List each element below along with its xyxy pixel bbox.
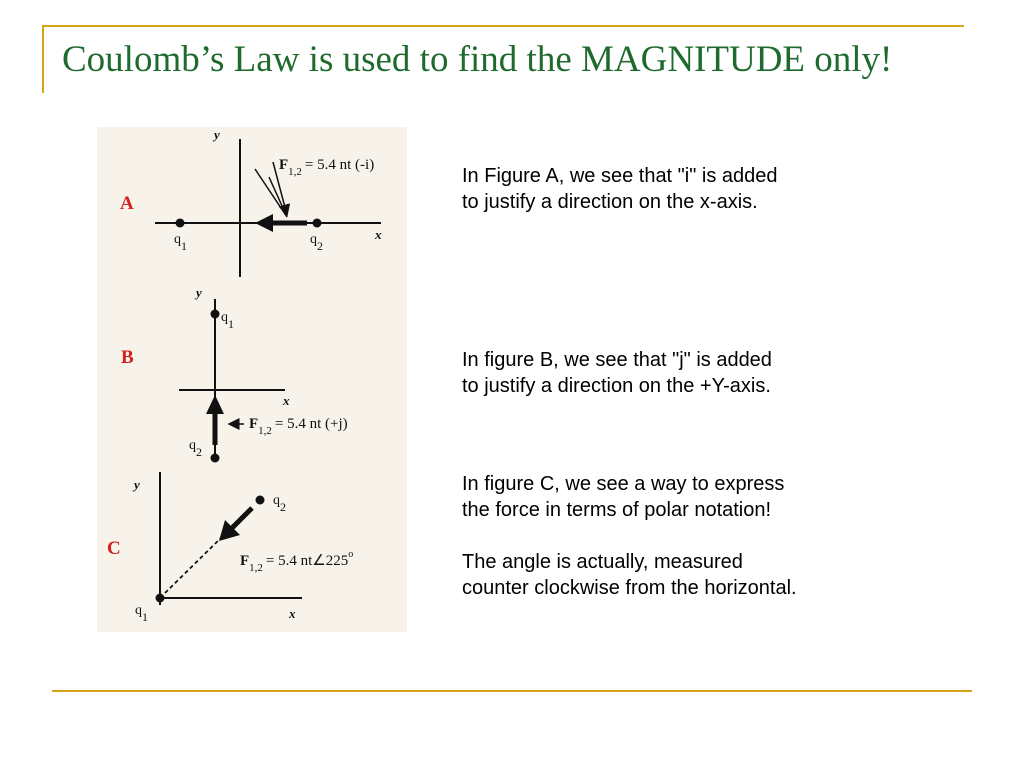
description-angle-text: The angle is actually, measured counter clockwise from the horizontal. xyxy=(462,551,797,599)
coulomb-figure xyxy=(97,127,407,632)
panel-c-force-arrow xyxy=(231,508,252,529)
panel-c-charge-q2 xyxy=(256,496,265,505)
panel-a-q2-label xyxy=(310,232,323,253)
panel-a-force-value: = 5.4 nt (-i) xyxy=(304,157,375,173)
panel-c-force-value: = 5.4 nt∠225 xyxy=(265,553,349,569)
figure-svg xyxy=(97,127,407,632)
panel-b-q1-label xyxy=(221,310,234,331)
panel-c-label: C xyxy=(107,538,121,559)
panel-c-q1-sub: 1 xyxy=(142,610,148,624)
panel-c-q1-label xyxy=(135,603,148,624)
panel-a-q2-sub: 2 xyxy=(317,239,323,253)
slide-title: Coulomb’s Law is used to find the MAGNITUDE only! xyxy=(62,39,893,80)
panel-c-q2-letter: q xyxy=(273,493,280,508)
panel-c-force-label xyxy=(240,549,353,574)
title-marker xyxy=(42,25,44,93)
panel-c-force-symbol: F xyxy=(240,553,250,569)
panel-c xyxy=(107,472,353,624)
panel-b-charge-q2 xyxy=(211,454,220,463)
panel-c-q2-sub: 2 xyxy=(280,500,286,514)
description-c-text: In figure C, we see a way to express the force in terms of polar notation! xyxy=(462,473,785,521)
panel-b-charge-q1 xyxy=(211,310,220,319)
panel-a-y-label: y xyxy=(214,127,220,142)
panel-c-x-label: x xyxy=(289,606,296,621)
panel-a-arrowhead xyxy=(255,214,273,232)
panel-b-force-value: = 5.4 nt (+j) xyxy=(274,416,348,432)
panel-b-y-label: y xyxy=(196,285,202,300)
paragraph-gap xyxy=(462,523,902,549)
panel-b-q1-sub: 1 xyxy=(228,317,234,331)
panel-b-q2-sub: 2 xyxy=(196,445,202,459)
bottom-rule xyxy=(52,690,972,692)
panel-b-q2-label xyxy=(189,438,202,459)
panel-b-x-label: x xyxy=(283,393,290,408)
panel-a-charge-q1 xyxy=(176,219,185,228)
panel-c-q1-letter: q xyxy=(135,603,142,618)
description-b-text: In figure B, we see that "j" is added to justify a direction on the +Y-axis. xyxy=(462,349,772,397)
panel-a-q1-label xyxy=(174,232,187,253)
panel-b-force-label xyxy=(249,416,348,437)
panel-b-arrowhead xyxy=(206,395,224,414)
description-figure-b xyxy=(462,347,902,399)
panel-a-x-label: x xyxy=(375,227,382,242)
panel-a-q1-sub: 1 xyxy=(181,239,187,253)
panel-b-force-sub: 1,2 xyxy=(258,425,272,437)
panel-c-force-sub: 1,2 xyxy=(249,562,263,574)
description-a-text: In Figure A, we see that "i" is added to justify a direction on the x-axis. xyxy=(462,165,778,213)
description-figure-a xyxy=(462,163,902,215)
panel-a-label: A xyxy=(120,193,134,214)
panel-b-q1-letter: q xyxy=(221,310,228,325)
panel-a-force-symbol: F xyxy=(279,157,289,173)
panel-b-label: B xyxy=(121,347,134,368)
top-rule xyxy=(42,25,964,27)
panel-a-force-sub: 1,2 xyxy=(288,166,302,178)
panel-c-charge-q1 xyxy=(156,594,165,603)
panel-c-y-label: y xyxy=(134,477,140,492)
panel-a-q1-letter: q xyxy=(174,232,181,247)
panel-a-q2-letter: q xyxy=(310,232,317,247)
panel-c-degree: o xyxy=(348,549,354,560)
description-figure-c xyxy=(462,471,902,601)
panel-a-label-pointer xyxy=(255,169,287,217)
panel-b xyxy=(121,285,348,463)
panel-a xyxy=(120,127,382,277)
panel-a-force-label xyxy=(279,157,374,178)
panel-b-q2-letter: q xyxy=(189,438,196,453)
panel-a-charge-q2 xyxy=(313,219,322,228)
panel-b-force-symbol: F xyxy=(249,416,259,432)
panel-c-q2-label xyxy=(273,493,286,514)
panel-c-dashed-line xyxy=(165,532,227,593)
